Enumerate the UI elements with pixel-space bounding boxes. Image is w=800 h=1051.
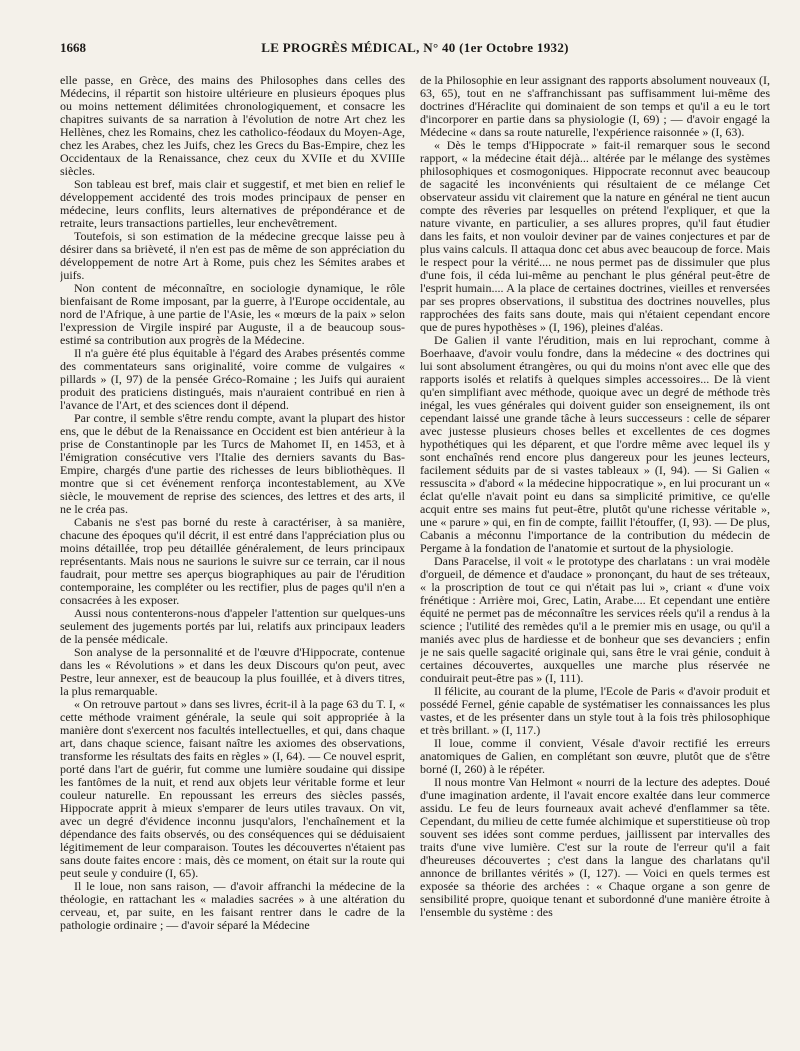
paragraph: Il le loue, non sans raison, — d'avoir affranchi la médecine de la théologie, en rattachant les « maladies sacrées » à une altération du cerveau, et, par suite, en les faisant rentrer dans le cadre de la pathologie ordinaire ; — d'avoir séparé la Médecine xyxy=(60,879,405,932)
paragraph: Par contre, il semble s'être rendu compte, avant la plupart des histor ens, que le début de la Renaissance en Occident est bien antérieur à la prise de Constantinople par les Turcs de Mahomet II, en 1453, et à l'émigration consécutive vers l'Italie des derniers savants du Bas-Empire, chargés d'une partie des richesses de leurs bibliothèques. Il montre que si cet événement renforça incontestablement, au XVe siècle, le mouvement de reprise des sciences, des lettres et des arts, il ne le créa pas. xyxy=(60,411,405,516)
paragraph: Il nous montre Van Helmont « nourri de la lecture des adeptes. Doué d'une imagination ardente, il l'avait encore exaltée dans leur commerce assidu. Le feu de leurs fourneaux avait achevé d'enflammer sa tête. Cependant, du milieu de cette fumée alchimique et superstitieuse où trop souvent ses idées sont comme perdues, jaillissent par intervalles des traits d'une vive lumière. C'est sur la route de l'erreur qu'il a fait d'heureuses découvertes ; c'est dans la langue des charlatans qu'il annonce de brillantes vérités » (I, 127). — Voici en quels termes est exposée sa théorie des archées : « Chaque organe a son genre de sensibilité propre, quoique tenant et subordonné d'une manière étroite à l'ensemble du système : des xyxy=(420,775,770,919)
paragraph: De Galien il vante l'érudition, mais en lui reprochant, comme à Boerhaave, d'avoir voulu fondre, dans la médecine « des doctrines qui lui sont absolument étrangères, ou qui du moins n'ont avec elle que des rapports isolés et relatifs à quelques simples accessoires... De là vient qu'en simplifiant avec méthode, quoique avec un degré de méthode très inégal, les vues générales qui doivent guider son enseignement, ils ont cependant laissé une grande tâche à leurs successeurs : celle de séparer avec justesse plusieurs choses belles et excellentes de ces dogmes hypothétiques qui les déparent, et que l'ordre même avec lequel ils y sont enchaînés rend encore plus dangereux pour les jeunes lecteurs, facilement séduits par de si vastes tableaux » (I, 94). — Si Galien « ressuscita » d'abord « la médecine hippocratique », en lui procurant un « éclat qu'elle n'avait point eu dans sa simplicité primitive, ce qu'elle acquit entre ses mains fut peut-être, plutôt qu'une richesse véritable », une « parure » qui, en fin de compte, faillit l'étouffer, (I, 93). — De plus, Cabanis a méconnu l'importance de la contribution du médecin de Pergame à la fondation de l'anatomie et surtout de la physiologie. xyxy=(420,333,770,555)
left-column xyxy=(60,74,405,1046)
right-column xyxy=(420,74,770,1046)
paragraph: Son tableau est bref, mais clair et suggestif, et met bien en relief le développement accidenté des trois modes principaux de penser en médecine, leurs conflits, leurs alternatives de prépondérance et de retraite, leurs transactions partielles, leur enchevêtrement. xyxy=(60,177,405,230)
paragraph: Toutefois, si son estimation de la médecine grecque laisse peu à désirer dans sa brièveté, il n'en est pas de même de son appréciation du développement de notre Art à Rome, puis chez les Sémites arabes et juifs. xyxy=(60,229,405,282)
page-number: 1668 xyxy=(60,40,86,55)
paragraph: Il félicite, au courant de la plume, l'Ecole de Paris « d'avoir produit et possédé Fernel, génie capable de systématiser les connaissances les plus vastes, et de les présenter dans un style tout à la fois très philosophique et très brillant. » (I, 117.) xyxy=(420,684,770,737)
paragraph: Dans Paracelse, il voit « le prototype des charlatans : un vrai modèle d'orgueil, de démence et d'audace » prononçant, du haut de ses tréteaux, « la proscription de tout ce qui n'était pas lui », criant « d'une voix frénétique : Arrière moi, Grec, Latin, Arabe.... Et cependant une entière équité ne permet pas de méconnaître les services réels qu'il a rendus à la science ; l'utilité des remèdes qu'il a le premier mis en usage, ou qu'il a maniés avec plus de hardiesse et de bonheur que ses devanciers ; enfin je ne sais quelle sagacité originale qui, sans être le vrai génie, conduit à certaines découvertes, auxquelles une marche plus réservée ne conduirait peut-être pas » (I, 111). xyxy=(420,554,770,685)
paragraph: Il loue, comme il convient, Vésale d'avoir rectifié les erreurs anatomiques de Galien, en complétant son œuvre, plutôt que de s'être borné (I, 260) à le répéter. xyxy=(420,736,770,776)
paragraph: Il n'a guère été plus équitable à l'égard des Arabes présentés comme des commentateurs sans originalité, voire comme de vulgaires « pillards » (I, 97) de la pensée Gréco-Romaine ; les Juifs qui auraient produit des praticiens distingués, mais n'auraient contribué en rien à l'avance de l'Art, et des sciences dont il dépend. xyxy=(60,346,405,412)
paragraph: elle passe, en Grèce, des mains des Philosophes dans celles des Médecins, il répartit son histoire ultérieure en plusieurs époques plus ou moins nettement délimitées chronologiquement, et consacre les chapitres suivants de sa narration à l'évolution de notre Art chez les Hellènes, chez les Romains, chez les catholico-féodaux du Moyen-Age, chez les Arabes, chez les Juifs, chez les Grecs du Bas-Empire, chez les Occidentaux de la Renaissance, chez ceux du XVIIe et du XVIIIe siècles. xyxy=(60,74,405,178)
paragraph: « On retrouve partout » dans ses livres, écrit-il à la page 63 du T. I, « cette méthode vraiment générale, la seule qui soit appropriée à la manière dont s'exercent nos facultés intellectuelles, et qui, dans chaque art, dans chaque science, faisant naître les axiomes des observations, transforme les résultats des faits en règles » (I, 64). — Ce nouvel esprit, porté dans l'art de guérir, fut comme une lumière soudaine qui dissipe les fantômes de la nuit, et rend aux objets leur véritable forme et leur couleur naturelle. En repoussant les erreurs des siècles passés, Hippocrate apprit à mieux s'emparer de leurs utiles travaux. On vit, avec un degré d'évidence inconnu jusqu'alors, l'enchaînement et la dépendance des faits observés, ou des conséquences qui se déduisaient légitimement de leur comparaison. Toutes les découvertes n'étaient pas sans doute faites encore : mais, dès ce moment, on était sur la route qui peut seule y conduire (I, 65). xyxy=(60,697,405,880)
paragraph: Cabanis ne s'est pas borné du reste à caractériser, à sa manière, chacune des époques qu'il décrit, il est entré dans l'appréciation plus ou moins détaillée, trop peu détaillée généralement, de leurs principaux représentants. Mais nous ne saurions le suivre sur ce terrain, car il nous faudrait, pour mettre ses aperçus biographiques au pair de l'érudition contemporaine, les compléter ou les rectifier, plus de pages qu'il n'en a consacrées à les exposer. xyxy=(60,515,405,607)
paragraph: « Dès le temps d'Hippocrate » fait-il remarquer sous le second rapport, « la médecine était déjà... altérée par le mélange des systèmes philosophiques et cosmogoniques. Hippocrate reconnut avec beaucoup de sagacité les inconvénients qui résultaient de ce mélange Cet observateur assidu vit clairement que la nature en général ne tient aucun compte des rêveries par lesquelles on prétend l'expliquer, et que la nature vivante, en particulier, a ses allures propres, qu'il faut étudier dans les faits, et non vouloir deviner par de vaines conjectures et par de plus vains calculs. Il attaqua donc cet abus avec beaucoup de force. Mais le respect pour la vérité.... ne nous permet pas de dissimuler que plus d'une fois, il céda lui-même au penchant le plus général peut-être de l'esprit humain.... A la place de certaines doctrines, vieilles et renversées par ses propres observations, il substitua des doctrines nouvelles, plus rapprochées des faits sans doute, mais qui n'étaient cependant encore que de pures hypothèses » (I, 196), pleines d'aléas. xyxy=(420,138,770,334)
paragraph: Non content de méconnaître, en sociologie dynamique, le rôle bienfaisant de Rome imposant, par la guerre, à l'Europe occidentale, au nord de l'Afrique, à une partie de l'Asie, les « mœurs de la paix » selon l'expression de Virgile inspiré par Auguste, il a de beaucoup sous-estimé sa contribution aux progrès de la Médecine. xyxy=(60,281,405,347)
paragraph: Son analyse de la personnalité et de l'œuvre d'Hippocrate, contenue dans les « Révolutions » et dans les deux Discours qu'on peut, avec Pestre, leur annexer, est de beaucoup la plus fouillée, et à divers titres, la plus remarquable. xyxy=(60,645,405,698)
journal-title: LE PROGRÈS MÉDICAL, N° 40 (1er Octobre 1932) xyxy=(261,40,569,55)
running-header xyxy=(60,40,770,64)
paragraph: de la Philosophie en leur assignant des rapports absolument nouveaux (I, 63, 65), tout en ne s'affranchissant pas suffisamment lui-même des doctrines d'Héraclite qui dominaient de son temps et qu'il a eu le tort d'incorporer en partie dans sa physiologie (I, 69) ; — d'avoir engagé la Médecine « dans sa route naturelle, l'expérience raisonnée » (I, 63). xyxy=(420,74,770,139)
paragraph: Aussi nous contenterons-nous d'appeler l'attention sur quelques-uns seulement des jugements portés par lui, relatifs aux principaux leaders de la pensée médicale. xyxy=(60,606,405,646)
